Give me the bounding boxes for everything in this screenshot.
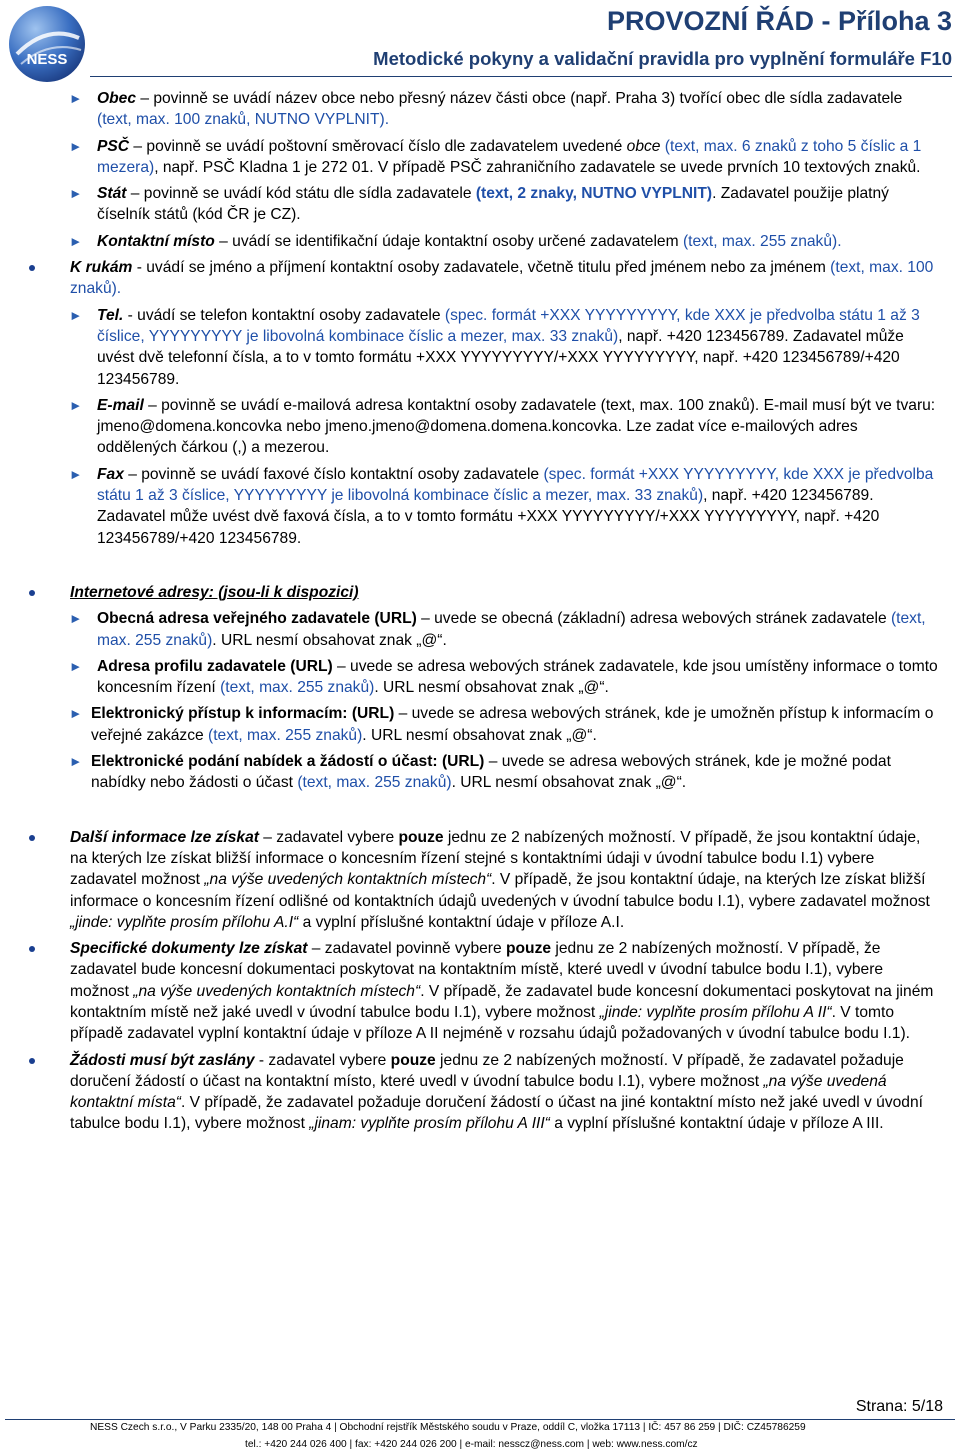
internet-heading: Internetové adresy: (jsou-li k dispozici) <box>0 582 960 603</box>
document-title: PROVOZNÍ ŘÁD - Příloha 3 <box>606 6 952 36</box>
page-number: Strana: 5/18 <box>855 1398 943 1415</box>
item-fax: ► Fax – povinně se uvádí faxové číslo kontaktní osoby zadavatele (spec. formát +XXX YYYYYYYYY, kde XXX je předvolba státu 1 až 3 číslice, YYYYYYYYY je libovolná kombinace číslic a mezer, max. 33 znaků), např. +420 123456789. Zadavatel může uvést dvě faxová čísla, a to v tomto formátu +XXX YYYYYYYYY/+XXX YYYYYYYYY, např. +420 123456789/+420 123456789. <box>0 464 960 549</box>
item-url-profil: ► Adresa profilu zadavatele (URL) – uvede se adresa webových stránek zadavatele, kde jsou umístěny informace o tomto koncesním řízení (text, max. 255 znaků). URL nesmí obsahovat znak „@“. <box>0 656 960 699</box>
item-email: ► E-mail – povinně se uvádí e-mailová adresa kontaktní osoby zadavatele (text, max. 100 znaků). E-mail musí být ve tvaru: jmeno@domena.koncovka nebo jmeno.jmeno@domena.domena.koncovka. Lze zadat více e-mailových adres oddělených čárkou (,) a mezerou. <box>0 395 960 459</box>
document-body <box>0 88 960 1140</box>
item-zadosti: Žádosti musí být zaslány - zadavatel vybere pouze jednu ze 2 nabízených možností. V případě, že zadavatel požaduje doručení žádostí o účast na kontaktní místo, které uvedl v úvodní tabulce bodu I.1), vybere možnost „na výše uvedená kontaktní místa“. V případě, že zadavatel požaduje doručení žádostí o účast na jiné kontaktní místo než jaké uvedl v úvodní tabulce bodu I.1), vybere možnost „jinam: vyplňte prosím přílohu A III“ a vyplní příslušné kontaktní údaje v příloze A III. <box>0 1050 960 1135</box>
document-subtitle: Metodické pokyny a validační pravidla pro vyplnění formuláře F10 <box>373 48 952 69</box>
item-url-pristup: ► Elektronický přístup k informacím: (URL) – uvede se adresa webových stránek, kde je umožněn přístup k informacím o veřejné zakázce (text, max. 255 znaků). URL nesmí obsahovat znak „@“. <box>0 703 960 746</box>
item-specificke-dokumenty: Specifické dokumenty lze získat – zadavatel povinně vybere pouze jednu ze 2 nabízených možností. V případě, že zadavatel bude koncesní dokumentaci poskytovat na kontaktním místě, které uvedl v úvodní tabulce bodu I.1), vybere možnost „na výše uvedených kontaktních místech“. V případě, že zadavatel bude koncesní dokumentaci poskytovat na jiném kontaktním místě než jaké uvedl v úvodní tabulce bodu I.1), vybere možnost „jinde: vyplňte prosím přílohu A II“. V tomto případě zadavatel vyplní kontaktní údaje v příloze A II nejméně v rozsahu údajů požadovaných v úvodní tabulce bodu I.1). <box>0 938 960 1044</box>
ness-logo <box>7 4 87 84</box>
item-dalsi-informace: Další informace lze získat – zadavatel vybere pouze jednu ze 2 nabízených možností. V případě, že jsou kontaktní údaje, na kterých lze získat bližší informace o koncesním řízení stejné s kontaktními údaji v úvodní tabulce bodu I.1) vybere zadavatel možnost „na výše uvedených kontaktních místech“. V případě, že jsou kontaktní údaje, na kterých lze získat bližší informace o koncesním řízení odlišné od kontaktních údajů uvedených v úvodní tabulce bodu I.1), vybere zadavatel možnost „jinde: vyplňte prosím přílohu A.I“ a vyplní příslušné kontaktní údaje v příloze A.I. <box>0 827 960 933</box>
item-url-podani: ► Elektronické podání nabídek a žádostí o účast: (URL) – uvede se adresa webových stránek, kde je možné podat nabídky nebo žádosti o účast (text, max. 255 znaků). URL nesmí obsahovat znak „@“. <box>0 751 960 794</box>
item-url-obecna: ► Obecná adresa veřejného zadavatele (URL) – uvede se obecná (základní) adresa webových stránek zadavatele (text, max. 255 znaků). URL nesmí obsahovat znak „@“. <box>0 608 960 651</box>
header-divider <box>90 76 952 77</box>
item-psc: ► PSČ – povinně se uvádí poštovní směrovací číslo dle zadavatelem uvedené obce (text, max. 6 znaků z toho 5 číslic a 1 mezera), např. PSČ Kladna 1 je 272 01. V případě PSČ zahraničního zadavatele se uvede prvních 10 textových znaků. <box>0 136 960 179</box>
svg-text:NESS: NESS <box>26 51 68 68</box>
footer-divider <box>5 1419 955 1420</box>
item-stat: ► Stát – povinně se uvádí kód státu dle sídla zadavatele (text, 2 znaky, NUTNO VYPLNIT). Zadavatel použije platný číselník států (kód ČR je CZ). <box>0 183 960 226</box>
footer-company-info: NESS Czech s.r.o., V Parku 2335/20, 148 00 Praha 4 | Obchodní rejstřík Městského soudu v Praze, oddíl C, vložka 17113 | IČ: 457 86 259 | DIČ: CZ45786259 <box>90 1422 806 1433</box>
item-k-rukam: K rukám - uvádí se jméno a příjmení kontaktní osoby zadavatele, včetně titulu před jménem nebo za jménem (text, max. 100 znaků). <box>0 257 960 300</box>
footer-contact-info: tel.: +420 244 026 400 | fax: +420 244 026 200 | e-mail: nesscz@ness.com | web: www.ness.com/cz <box>245 1439 698 1450</box>
item-tel: ► Tel. - uvádí se telefon kontaktní osoby zadavatele (spec. formát +XXX YYYYYYYYY, kde XXX je předvolba státu 1 až 3 číslice, YYYYYYYYY je libovolná kombinace číslic a mezer, max. 33 znaků), např. +420 123456789. Zadavatel může uvést dvě telefonní čísla, a to v tomto formátu +XXX YYYYYYYYY/+XXX YYYYYYYYY, např. +420 123456789/+420 123456789. <box>0 305 960 390</box>
item-kontaktni-misto: ► Kontaktní místo – uvádí se identifikační údaje kontaktní osoby určené zadavatelem (text, max. 255 znaků). <box>0 231 960 252</box>
item-obec: ► Obec – povinně se uvádí název obce nebo přesný název části obce (např. Praha 3) tvořící obec dle sídla zadavatele (text, max. 100 znaků, NUTNO VYPLNIT). <box>0 88 960 131</box>
